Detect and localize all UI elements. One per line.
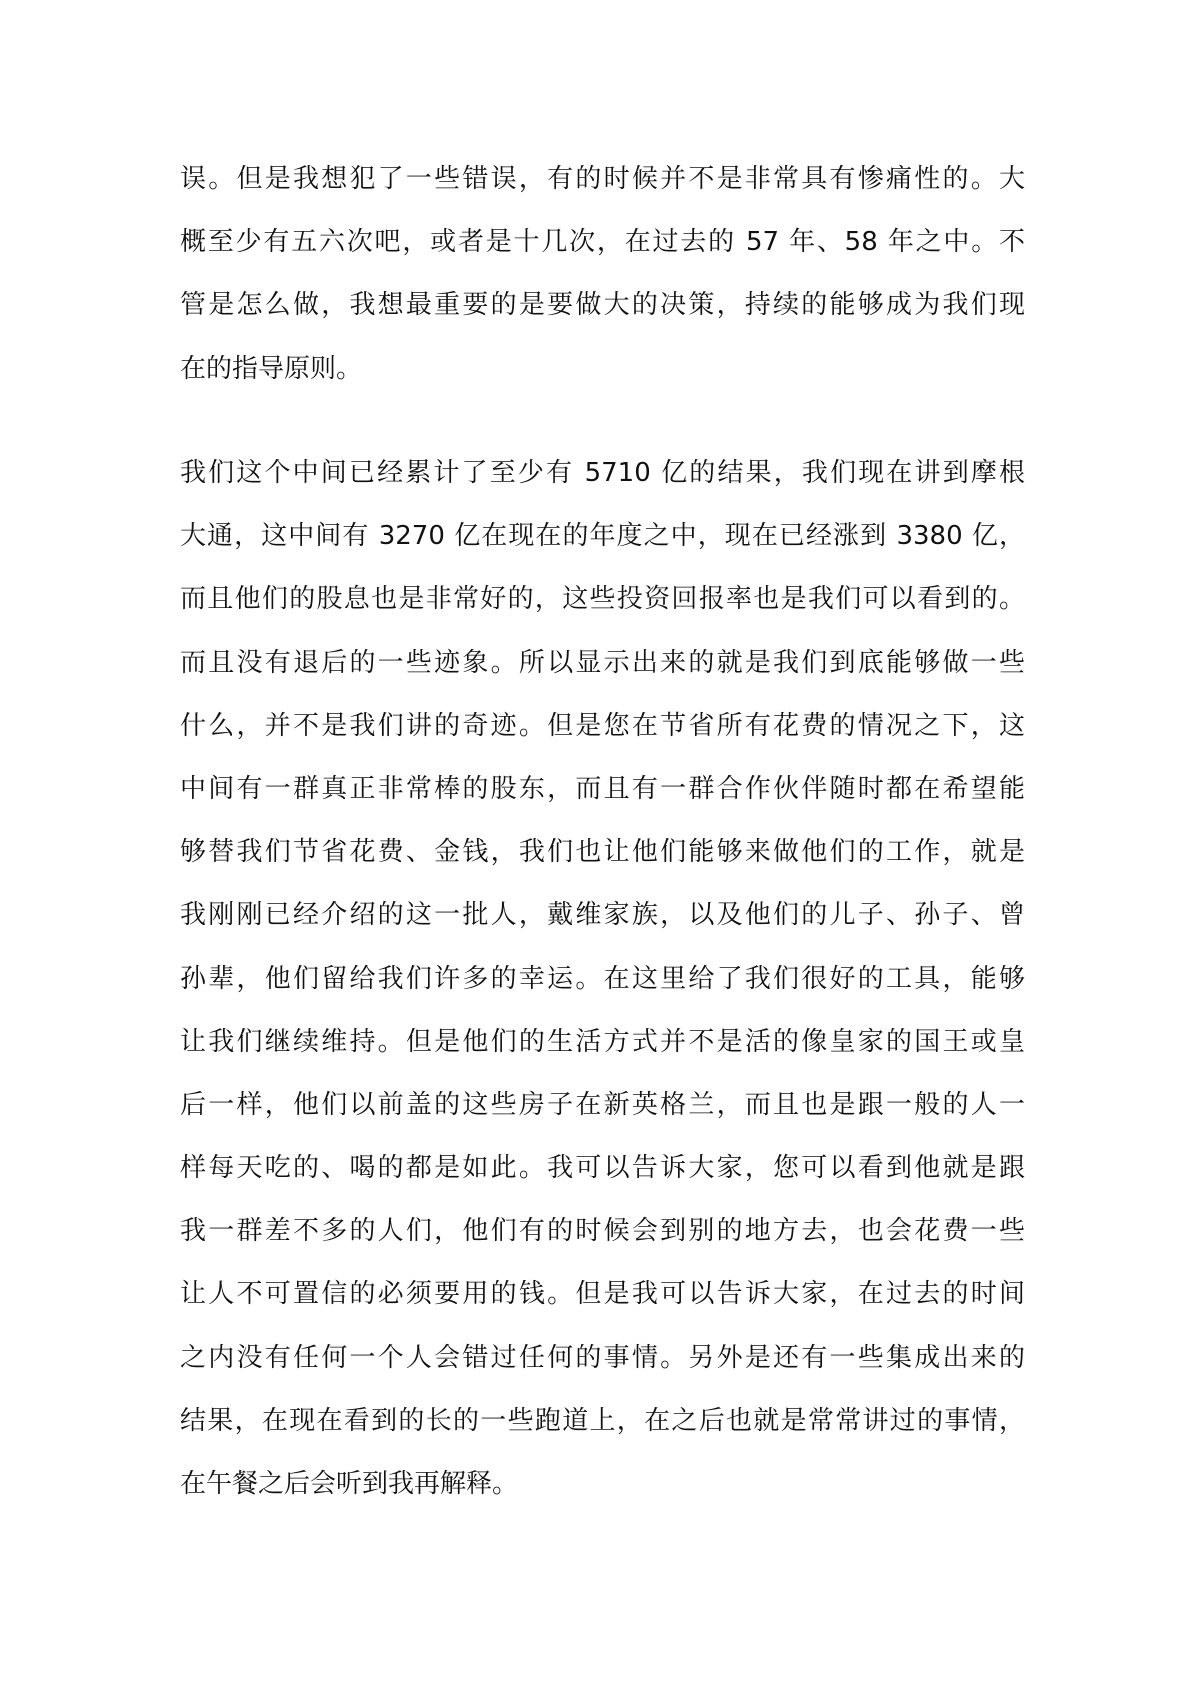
paragraph-line: 结果，在现在看到的长的一些跑道上，在之后也就是常常讲过的事情， [180, 1405, 1025, 1436]
paragraph-line: 我刚刚已经介绍的这一批人，戴维家族，以及他们的儿子、孙子、曾 [180, 900, 1025, 931]
paragraph-line: 而且没有退后的一些迹象。所以显示出来的就是我们到底能够做一些 [180, 647, 1025, 678]
paragraph-line: 样每天吃的、喝的都是如此。我可以告诉大家，您可以看到他就是跟 [180, 1153, 1025, 1184]
paragraph-line: 够替我们节省花费、金钱，我们也让他们能够来做他们的工作，就是 [180, 837, 1025, 868]
paragraph-line: 误。但是我想犯了一些错误，有的时候并不是非常具有惨痛性的。大 [180, 164, 1025, 194]
paragraph-line: 我一群差不多的人们，他们有的时候会到别的地方去，也会花费一些 [180, 1216, 1025, 1247]
paragraph-1 [180, 148, 1025, 401]
paragraph-line: 后一样，他们以前盖的这些房子在新英格兰，而且也是跟一般的人一 [180, 1089, 1025, 1120]
paragraph-line: 大通，这中间有 3270 亿在现在的年度之中，现在已经涨到 3380 亿， [180, 521, 1025, 552]
paragraph-line: 我们这个中间已经累计了至少有 5710 亿的结果，我们现在讲到摩根 [180, 458, 1025, 488]
paragraph-line: 在的指导原则。 [180, 353, 363, 384]
paragraph-line: 在午餐之后会听到我再解释。 [180, 1469, 519, 1499]
paragraph-line: 什么，并不是我们讲的奇迹。但是您在节省所有花费的情况之下，这 [180, 710, 1025, 741]
paragraph-line: 让我们继续维持。但是他们的生活方式并不是活的像皇家的国王或皇 [180, 1026, 1025, 1057]
paragraph-line: 孙辈，他们留给我们许多的幸运。在这里给了我们很好的工具，能够 [180, 963, 1025, 994]
paragraph-line: 而且他们的股息也是非常好的，这些投资回报率也是我们可以看到的。 [180, 584, 1025, 615]
paragraph-line: 管是怎么做，我想最重要的是要做大的决策，持续的能够成为我们现 [180, 290, 1025, 321]
paragraph-line: 之内没有任何一个人会错过任何的事情。另外是还有一些集成出来的 [180, 1342, 1025, 1373]
paragraph-2 [180, 442, 1025, 1516]
paragraph-line: 概至少有五六次吧，或者是十几次，在过去的 57 年、58 年之中。不 [180, 227, 1025, 258]
paragraph-line: 让人不可置信的必须要用的钱。但是我可以告诉大家，在过去的时间 [180, 1279, 1025, 1310]
paragraph-line: 中间有一群真正非常棒的股东，而且有一群合作伙伴随时都在希望能 [180, 773, 1025, 804]
